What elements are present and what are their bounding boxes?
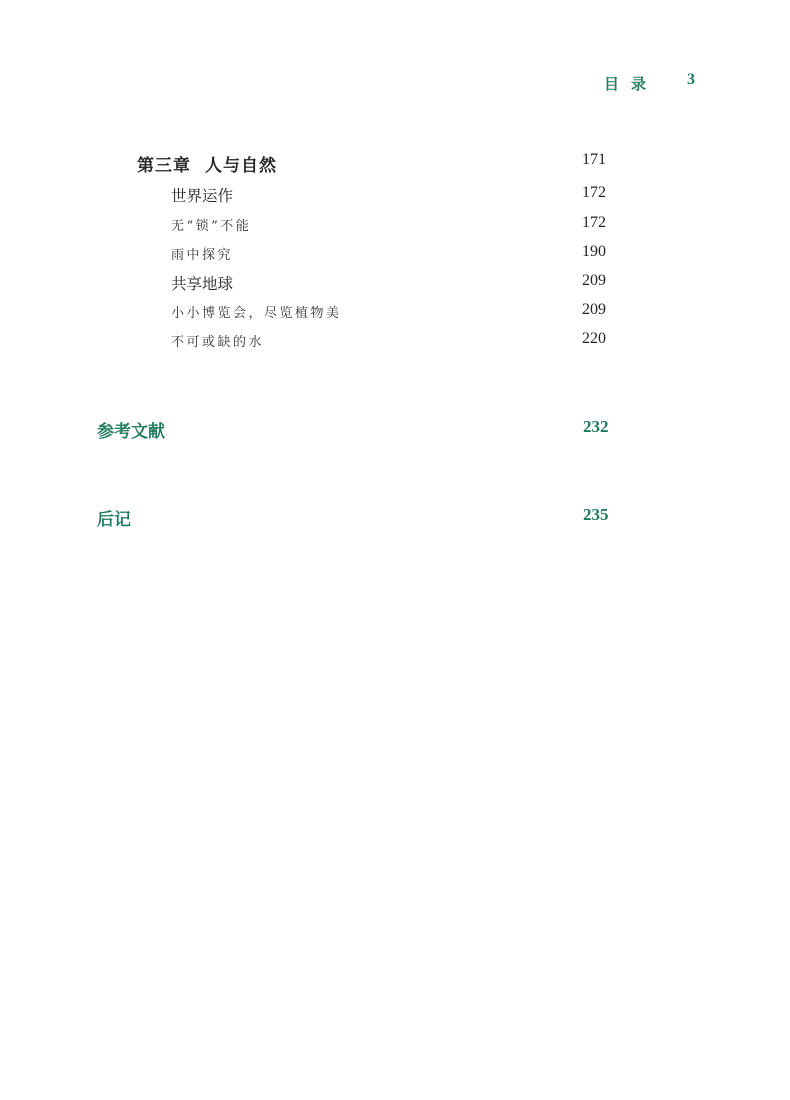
toc-entry-page: 172 xyxy=(582,214,606,231)
toc-chapter-title: 人与自然 xyxy=(205,156,277,176)
toc-entry-label: 世界运作 xyxy=(171,187,234,205)
page-number: 3 xyxy=(687,71,695,88)
toc-entry-page: 209 xyxy=(582,272,606,289)
toc-chapter-number: 第三章 xyxy=(137,156,191,176)
toc-afterword-page: 235 xyxy=(583,505,609,524)
toc-entry-label: 不可或缺的水 xyxy=(171,335,265,350)
toc-chapter-label xyxy=(137,151,277,176)
toc-entry-label: 小小博览会，尽览植物美 xyxy=(171,306,342,321)
toc-entry-label: 共享地球 xyxy=(171,275,234,293)
toc-afterword-label: 后记 xyxy=(97,510,131,530)
toc-entry-page: 209 xyxy=(582,301,606,318)
toc-entry-label: 无“锁”不能 xyxy=(171,219,252,234)
toc-entry-page: 172 xyxy=(582,184,606,201)
toc-chapter-page: 171 xyxy=(582,151,606,168)
running-header-title: 目录 xyxy=(604,75,659,93)
toc-entry-page: 190 xyxy=(582,243,606,260)
toc-entry-label: 雨中探究 xyxy=(171,248,234,263)
toc-references-label: 参考文献 xyxy=(97,422,165,442)
toc-entry-page: 220 xyxy=(582,330,606,347)
running-header xyxy=(600,70,710,94)
toc-references-page: 232 xyxy=(583,417,609,436)
